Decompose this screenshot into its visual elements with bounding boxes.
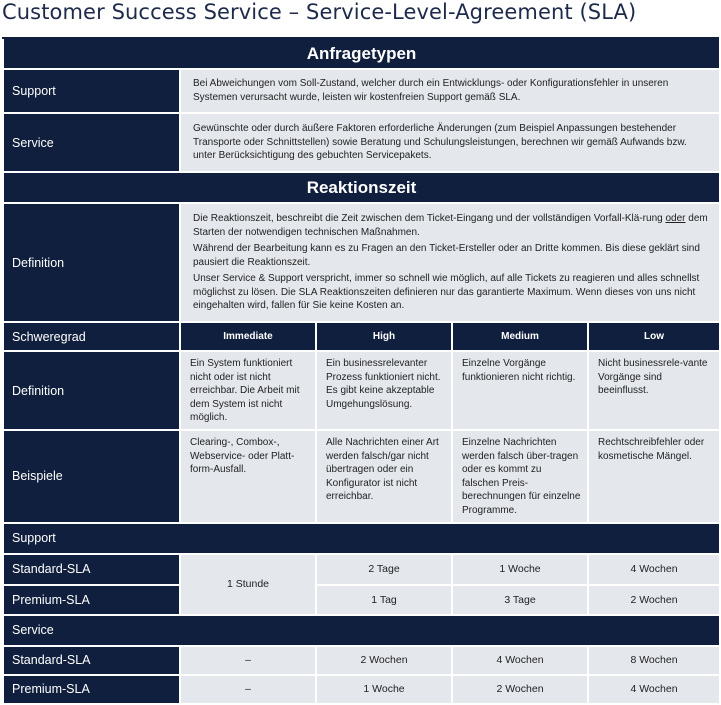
example-high: Alle Nachrichten einer Art werden falsch/gar nicht übertragen oder ein Konfigurator ist nicht erreichbar.: [316, 430, 452, 523]
schweregrad-label: Schweregrad: [3, 322, 180, 351]
level-high: High: [316, 322, 452, 351]
reaktionszeit-para-2: Während der Bearbeitung kann es zu Fragen an den Ticket-Ersteller oder an Dritte kommen. Bis diese geklärt sind pausiert die Reaktionszeit.: [193, 243, 700, 268]
service-description: Gewünschte oder durch äußere Faktoren erforderliche Änderungen (zum Beispiel Anpassungen bestehender Transporte oder Schnittstellen) sowie Beratung und Schulungsleistungen, berechnen wir gemäß Aufwands bzw. unter Berücksichtigung des gebuchten Servicepakets.: [180, 113, 720, 172]
reaktionszeit-definition: [180, 203, 720, 322]
support-label: Support: [3, 69, 180, 113]
service-label: Service: [3, 113, 180, 172]
support-standard-high: 2 Tage: [316, 554, 452, 585]
support-premium-low: 2 Wochen: [588, 585, 720, 615]
support-premium-medium: 3 Tage: [452, 585, 588, 615]
support-description: Bei Abweichungen vom Soll-Zustand, welcher durch ein Entwicklungs- oder Konfigurationsfehler in unseren Systemen verursacht wurde, leisten wir kostenfreien Support gemäß SLA.: [180, 69, 720, 113]
sla-table: [2, 37, 721, 705]
severity-definition-label: Definition: [3, 351, 180, 430]
definition-immediate: Ein System funktioniert nicht oder ist nicht erreichbar. Die Arbeit mit dem System ist nicht möglich.: [180, 351, 316, 430]
service-standard-sla-label: Standard-SLA: [3, 646, 180, 675]
service-premium-sla-label: Premium-SLA: [3, 675, 180, 704]
service-premium-medium: 2 Wochen: [452, 675, 588, 704]
example-low: Rechtschreibfehler oder kosmetische Mängel.: [588, 430, 720, 523]
support-sla-heading: Support: [3, 523, 720, 554]
definition-high: Ein businessrelevanter Prozess funktioniert nicht. Es gibt keine akzeptable Umgehungslösung.: [316, 351, 452, 430]
service-premium-low: 4 Wochen: [588, 675, 720, 704]
reaktionszeit-para-1: Die Reaktionszeit, beschreibt die Zeit zwischen dem Ticket-Eingang und der vollständigen Vorfall-Klä-rung oder dem Starten der notwendigen technischen Maßnahmen.: [193, 212, 708, 238]
support-standard-sla-label: Standard-SLA: [3, 554, 180, 585]
oder-underlined: oder: [665, 212, 686, 224]
reaktionszeit-para-3: Unser Service & Support verspricht, immer so schnell wie möglich, auf alle Tickets zu reagieren und alles schnellst möglichst zu lösen. Die SLA Reaktionszeiten definieren nur das garantierte Maximum. Wenn dieses von uns nicht eingehalten wird, fallen für Sie keine Kosten an.: [193, 273, 700, 312]
page-title: Customer Success Service – Service-Level-Agreement (SLA): [2, 0, 637, 24]
reaktionszeit-definition-label: Definition: [3, 203, 180, 322]
example-medium: Einzelne Nachrichten werden falsch über-tragen oder es kommt zu falschen Preis-berechnungen für einzelne Programme.: [452, 430, 588, 523]
support-premium-sla-label: Premium-SLA: [3, 585, 180, 615]
reaktionszeit-heading: Reaktionszeit: [3, 172, 720, 203]
service-sla-heading: Service: [3, 615, 720, 646]
definition-medium: Einzelne Vorgänge funktionieren nicht richtig.: [452, 351, 588, 430]
support-standard-medium: 1 Woche: [452, 554, 588, 585]
anfragetypen-heading: Anfragetypen: [3, 38, 720, 69]
service-standard-medium: 4 Wochen: [452, 646, 588, 675]
support-premium-high: 1 Tag: [316, 585, 452, 615]
support-standard-low: 4 Wochen: [588, 554, 720, 585]
support-immediate-value: 1 Stunde: [180, 554, 316, 615]
beispiele-label: Beispiele: [3, 430, 180, 523]
service-premium-immediate: –: [180, 675, 316, 704]
level-immediate: Immediate: [180, 322, 316, 351]
service-standard-low: 8 Wochen: [588, 646, 720, 675]
service-premium-high: 1 Woche: [316, 675, 452, 704]
example-immediate: Clearing-, Combox-, Webservice- oder Platt-form-Ausfall.: [180, 430, 316, 523]
service-standard-high: 2 Wochen: [316, 646, 452, 675]
level-medium: Medium: [452, 322, 588, 351]
level-low: Low: [588, 322, 720, 351]
service-standard-immediate: –: [180, 646, 316, 675]
definition-low: Nicht businessrele-vante Vorgänge sind beeinflusst.: [588, 351, 720, 430]
